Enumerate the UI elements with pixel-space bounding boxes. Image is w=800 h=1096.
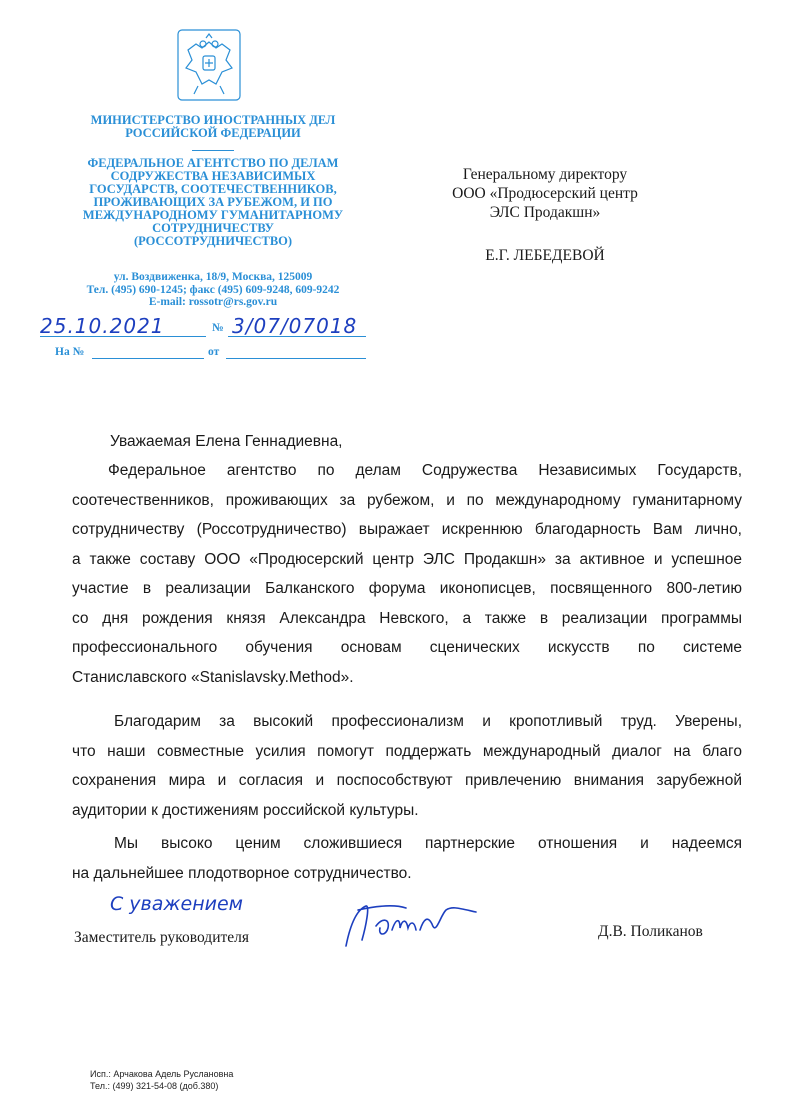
paragraph-line: сохранения мира и согласия и поспособствуют привлечению внимания зарубежной [72, 772, 742, 789]
paragraph [72, 456, 742, 692]
agency-line: (РОССОТРУДНИЧЕСТВО) [133, 234, 293, 248]
reg-date: 25.10.2021 [40, 314, 165, 338]
recipient-line: Генеральному директору [462, 166, 628, 183]
agency-line: ФЕДЕРАЛЬНОЕ АГЕНТСТВО ПО ДЕЛАМ [87, 156, 339, 170]
reply-number-line [92, 358, 204, 359]
reply-date-label: от [208, 346, 220, 358]
reg-number-label: № [212, 322, 224, 334]
paragraph-line: на дальнейшее плодотворное сотрудничество. [72, 864, 412, 882]
signatory-role: Заместитель руководителя [74, 929, 250, 946]
recipient-line: ЭЛС Продакшн» [489, 204, 601, 221]
ministry-name [40, 114, 386, 140]
russian-coat-of-arms-icon [176, 28, 242, 102]
agency-line: ПРОЖИВАЮЩИХ ЗА РУБЕЖОМ, И ПО [93, 195, 333, 209]
phone-line: Тел. (495) 690-1245; факс (495) 609-9248, 609-9242 [86, 283, 340, 296]
paragraph [72, 829, 742, 888]
address-line: ул. Воздвиженка, 18/9, Москва, 125009 [113, 271, 313, 283]
email-line: E-mail: rossotr@rs.gov.ru [148, 296, 278, 308]
agency-address [40, 271, 386, 309]
handwritten-signature [336, 896, 486, 956]
recipient-line: ООО «Продюсерский центр [452, 185, 638, 202]
paragraph-line: что наши совместные усилия помогут поддержать международный диалог на благо [72, 742, 742, 760]
paragraph-line: сотрудничеству (Россотрудничество) выражает искреннюю благодарность Вам лично, [72, 521, 742, 538]
ministry-line: МИНИСТЕРСТВО ИНОСТРАННЫХ ДЕЛ [90, 113, 336, 127]
paragraph-line: Станиславского «Stanislavsky.Method». [72, 668, 354, 686]
paragraph [72, 707, 742, 825]
executor-name: Исп.: Арчакова Адель Руслановна [90, 1069, 234, 1079]
paragraph-line: соотечественников, проживающих за рубежом, и по международному гуманитарному [72, 491, 742, 509]
agency-line: МЕЖДУНАРОДНОМУ ГУМАНИТАРНОМУ [82, 208, 344, 222]
agency-line: СОТРУДНИЧЕСТВУ [152, 221, 274, 235]
divider [192, 150, 234, 151]
paragraph-line: аудитории к достижениям российской культуры. [72, 801, 419, 819]
paragraph-line: Федеральное агентство по делам Содружества Независимых Государств, [108, 462, 742, 479]
agency-line: СОДРУЖЕСТВА НЕЗАВИСИМЫХ [110, 169, 316, 183]
paragraph-line: со дня рождения князя Александра Невского, а также в реализации программы [72, 609, 742, 627]
paragraph-line: а также составу ООО «Продюсерский центр ЭЛС Продакшн» за активное и успешное [72, 550, 742, 568]
reply-number-label: На № [55, 346, 85, 358]
signatory-name: Д.В. Поликанов [598, 923, 703, 940]
salutation: Уважаемая Елена Геннадиевна, [110, 433, 343, 450]
paragraph-line: Мы высоко ценим сложившиеся партнерские отношения и надеемся [114, 835, 742, 852]
paragraph-line: профессионального обучения основам сценических искусств по системе [72, 639, 742, 656]
agency-line: ГОСУДАРСТВ, СООТЕЧЕСТВЕННИКОВ, [89, 182, 337, 196]
reg-number: 3/07/07018 [232, 314, 358, 338]
executor-phone: Тел.: (499) 321-54-08 (доб.380) [90, 1081, 219, 1091]
paragraph-line: Благодарим за высокий профессионализм и кропотливый труд. Уверены, [114, 713, 742, 730]
recipient-name: Е.Г. ЛЕБЕДЕВОЙ [485, 247, 605, 264]
recipient-block [420, 165, 670, 222]
paragraph-line: участие в реализации Балканского форума иконописцев, посвященного 800-летию [72, 580, 742, 597]
reply-date-line [226, 358, 366, 359]
agency-name [40, 157, 386, 248]
handwritten-closing: С уважением [110, 893, 243, 915]
ministry-line: РОССИЙСКОЙ ФЕДЕРАЦИИ [125, 126, 301, 140]
